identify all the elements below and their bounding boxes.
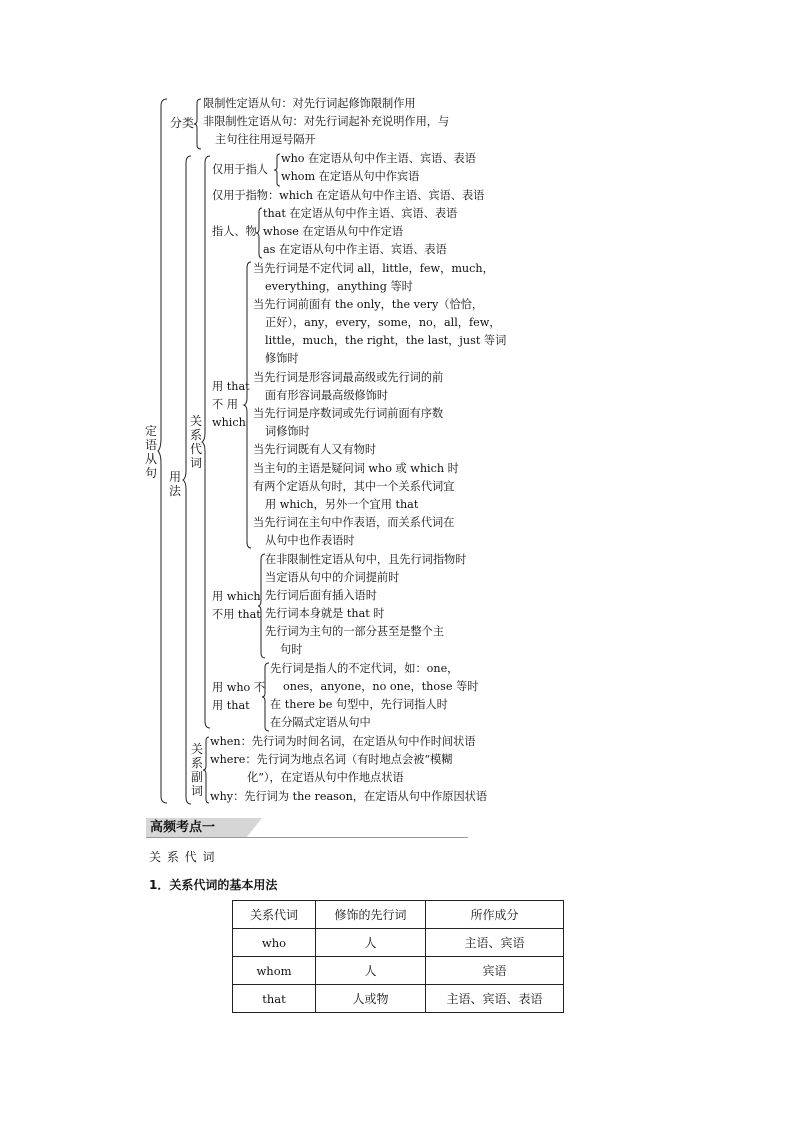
brace-root — [158, 98, 168, 804]
brace-relative-pronouns — [202, 155, 211, 729]
use-which-label: 用 which — [212, 590, 261, 603]
use-which-item: 先行词本身就是 that 时 — [265, 607, 385, 620]
whom-usage: whom 在定语从句中作宾语 — [281, 170, 420, 183]
use-who-item: 先行词是指人的不定代词，如：one， — [270, 662, 459, 675]
brace-classification — [194, 98, 202, 150]
table-header-row — [233, 901, 564, 929]
use-who-item: ones，anyone，no one，those 等时 — [283, 680, 479, 693]
table-cell: 人 — [316, 929, 426, 957]
brace-use-that — [244, 261, 252, 549]
use-that-label-3: which — [212, 416, 246, 429]
usage-label: 用法 — [168, 470, 181, 498]
table-cell: 主语、宾语、表语 — [426, 985, 564, 1013]
use-that-item: everything，anything 等时 — [265, 280, 413, 293]
restrictive-clause: 限制性定语从句：对先行词起修饰限制作用 — [203, 97, 416, 110]
use-that-item: 当先行词是不定代词 all，little，few，much， — [253, 262, 494, 275]
use-who-item: 在分隔式定语从句中 — [270, 716, 371, 729]
use-that-item: 当先行词是形容词最高级或先行词的前 — [253, 371, 444, 384]
use-that-label-2: 不 用 — [212, 398, 238, 411]
brace-person-only — [274, 153, 281, 187]
use-which-item: 先行词后面有插入语时 — [265, 589, 377, 602]
column-header: 关系代词 — [233, 901, 316, 929]
table-cell: 主语、宾语 — [426, 929, 564, 957]
table-cell: that — [233, 985, 316, 1013]
use-that-item: 当先行词在主句中作表语，而关系代词在 — [253, 516, 455, 529]
brace-usage — [183, 155, 192, 805]
relative-pronouns-label: 关系代词 — [189, 414, 202, 470]
table-row — [233, 957, 564, 985]
use-that-item: 用 which，另外一个宜用 that — [265, 498, 419, 511]
use-that-item: 从句中也作表语时 — [265, 534, 355, 547]
use-that-item: little，much，the right，the last，just 等词 — [265, 334, 507, 347]
relative-pronoun-table — [232, 900, 564, 1013]
brace-person-thing — [256, 207, 263, 259]
topic-heading: 关 系 代 词 — [149, 850, 216, 864]
nonrestrictive-clause-cont: 主句往往用逗号隔开 — [215, 133, 316, 146]
subheading: 1．关系代词的基本用法 — [149, 878, 278, 892]
column-header: 修饰的先行词 — [316, 901, 426, 929]
use-that-item: 面有形容词最高级修饰时 — [265, 389, 389, 402]
use-which-label-2: 不用 that — [212, 608, 261, 621]
relative-adverbs-label: 关系副词 — [190, 742, 203, 798]
table-cell: whom — [233, 957, 316, 985]
use-who-label-2: 用 that — [212, 699, 250, 712]
use-that-item: 当先行词是序数词或先行词前面有序数 — [253, 407, 444, 420]
table-cell: 人 — [316, 957, 426, 985]
where-usage-cont: 化”），在定语从句中作地点状语 — [247, 771, 404, 784]
use-that-item: 修饰时 — [265, 352, 299, 365]
column-header: 所作成分 — [426, 901, 564, 929]
as-usage: as 在定语从句中作主语、宾语、表语 — [263, 243, 447, 256]
person-only-label: 仅用于指人 — [212, 163, 268, 176]
table-row — [233, 985, 564, 1013]
why-usage: why：先行词为 the reason，在定语从句中作原因状语 — [210, 790, 488, 803]
use-that-item: 当先行词既有人又有物时 — [253, 443, 377, 456]
use-which-item: 在非限制性定语从句中，且先行词指物时 — [265, 553, 467, 566]
table-cell: 人或物 — [316, 985, 426, 1013]
brace-relative-adverbs — [203, 736, 210, 804]
when-usage: when：先行词为时间名词，在定语从句中作时间状语 — [210, 735, 476, 748]
use-that-item: 当主句的主语是疑问词 who 或 which 时 — [253, 462, 459, 475]
who-usage: who 在定语从句中作主语、宾语、表语 — [281, 152, 476, 165]
nonrestrictive-clause: 非限制性定语从句：对先行词起补充说明作用，与 — [203, 115, 450, 128]
person-thing-label: 指人、物 — [212, 225, 257, 238]
use-that-item: 正好），any，every，some，no，all，few， — [265, 316, 501, 329]
use-that-item: 有两个定语从句时，其中一个关系代词宜 — [253, 480, 455, 493]
root-label: 定语从句 — [144, 424, 157, 480]
whose-usage: whose 在定语从句中作定语 — [263, 225, 404, 238]
use-who-label: 用 who 不 — [212, 681, 266, 694]
which-usage: 仅用于指物：which 在定语从句中作主语、宾语、表语 — [212, 189, 485, 202]
use-that-item: 当先行词前面有 the only，the very（恰恰， — [253, 298, 484, 311]
use-that-item: 词修饰时 — [265, 425, 310, 438]
table-cell: who — [233, 929, 316, 957]
use-which-item: 先行词为主句的一部分甚至是整个主 — [265, 625, 445, 638]
that-usage: that 在定语从句中作主语、宾语、表语 — [263, 207, 458, 220]
use-which-item: 句时 — [280, 643, 303, 656]
table-row — [233, 929, 564, 957]
use-that-label: 用 that — [212, 380, 250, 393]
use-who-item: 在 there be 句型中，先行词指人时 — [270, 698, 448, 711]
where-usage: where：先行词为地点名词（有时地点会被“模糊 — [210, 753, 453, 766]
section-banner-label: 高频考点一 — [150, 820, 216, 835]
section-banner — [146, 818, 468, 838]
use-which-item: 当定语从句中的介词提前时 — [265, 571, 400, 584]
table-cell: 宾语 — [426, 957, 564, 985]
brace-use-who — [262, 662, 270, 732]
classification-label: 分类 — [170, 116, 195, 130]
